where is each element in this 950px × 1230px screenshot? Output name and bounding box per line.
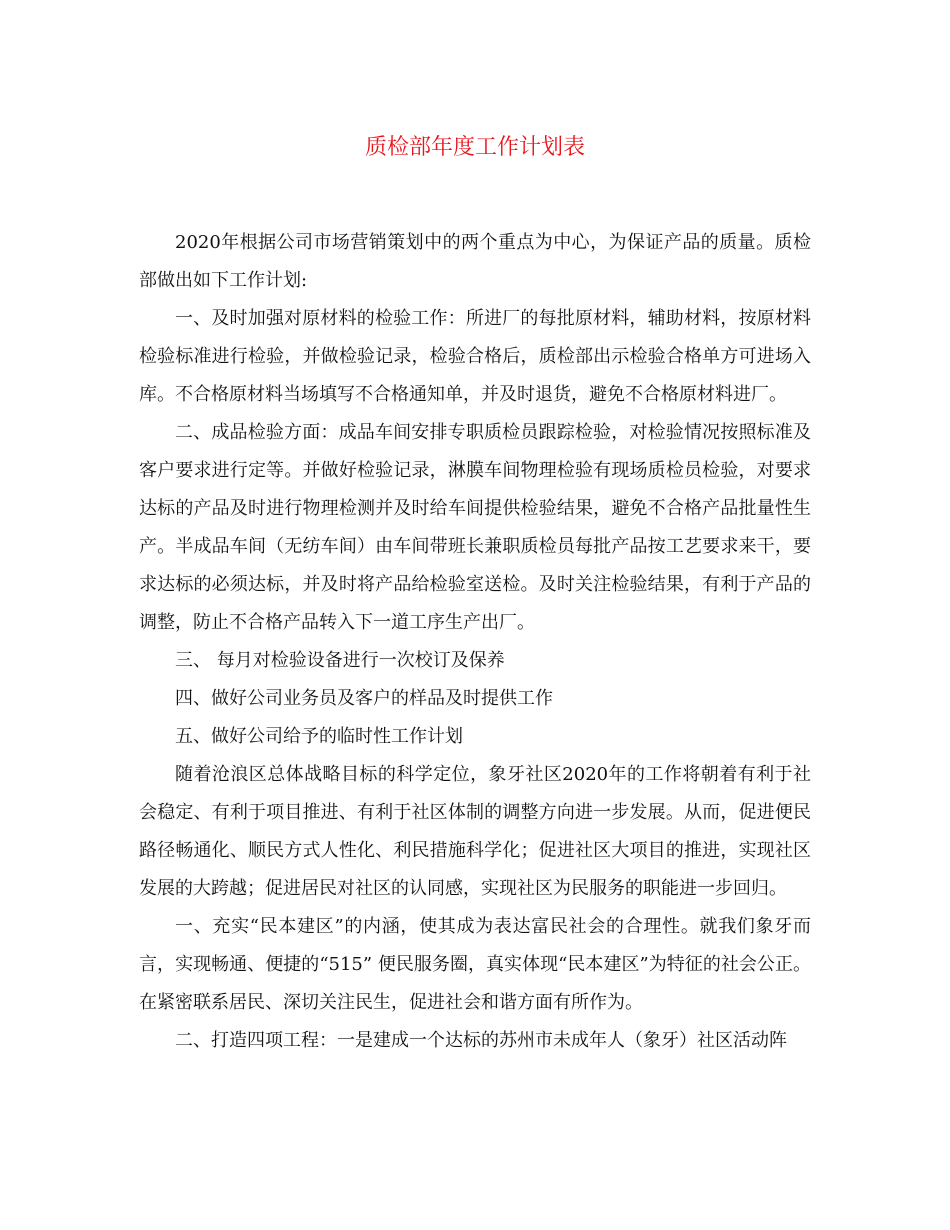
paragraph-temporary-work: 五、做好公司给予的临时性工作计划 (175, 726, 463, 747)
paragraph-intro: 2020年根据公司市场营销策划中的两个重点为中心，为保证产品的质量。质检部做出如下工作计划: (139, 232, 811, 291)
paragraph-sample-provision: 四、做好公司业务员及客户的样品及时提供工作 (175, 688, 553, 709)
paragraph-four-projects: 二、打造四项工程：一是建成一个达标的苏州市未成年人（象牙）社区活动阵 (175, 1030, 787, 1051)
document-title: 质检部年度工作计划表 (364, 135, 585, 160)
document-body (139, 224, 811, 1060)
paragraph-raw-material-inspection: 一、及时加强对原材料的检验工作：所进厂的每批原材料，辅助材料，按原材料检验标准进行检验，并做检验记录，检验合格后，质检部出示检验合格单方可进场入库。不合格原材料当场填写不合格通知单，并及时退货，避免不合格原材料进厂。 (139, 308, 811, 405)
paragraph-people-oriented: 一、充实“民本建区”的内涵，使其成为表达富民社会的合理性。就我们象牙而言，实现畅通、便捷的“515” 便民服务圈，真实体现“民本建区”为特征的社会公正。在紧密联系居民、深切关注民生，促进社会和谐方面有所作为。 (139, 916, 811, 1013)
paragraph-equipment-maintenance: 三、 每月对检验设备进行一次校订及保养 (175, 650, 505, 671)
paragraph-finished-product-inspection: 二、成品检验方面：成品车间安排专职质检员跟踪检验，对检验情况按照标准及客户要求进行定等。并做好检验记录，淋膜车间物理检验有现场质检员检验，对要求达标的产品及时进行物理检测并及时给车间提供检验结果，避免不合格产品批量性生产。半成品车间（无纺车间）由车间带班长兼职质检员每批产品按工艺要求来干，要求达标的必须达标，并及时将产品给检验室送检。及时关注检验结果，有利于产品的调整，防止不合格产品转入下一道工序生产出厂。 (139, 422, 811, 633)
paragraph-community-strategy: 随着沧浪区总体战略目标的科学定位，象牙社区2020年的工作将朝着有利于社会稳定、有利于项目推进、有利于社区体制的调整方向进一步发展。从而，促进便民路径畅通化、顺民方式人性化、利民措施科学化；促进社区大项目的推进，实现社区发展的大跨越；促进居民对社区的认同感，实现社区为民服务的职能进一步回归。 (139, 764, 811, 899)
